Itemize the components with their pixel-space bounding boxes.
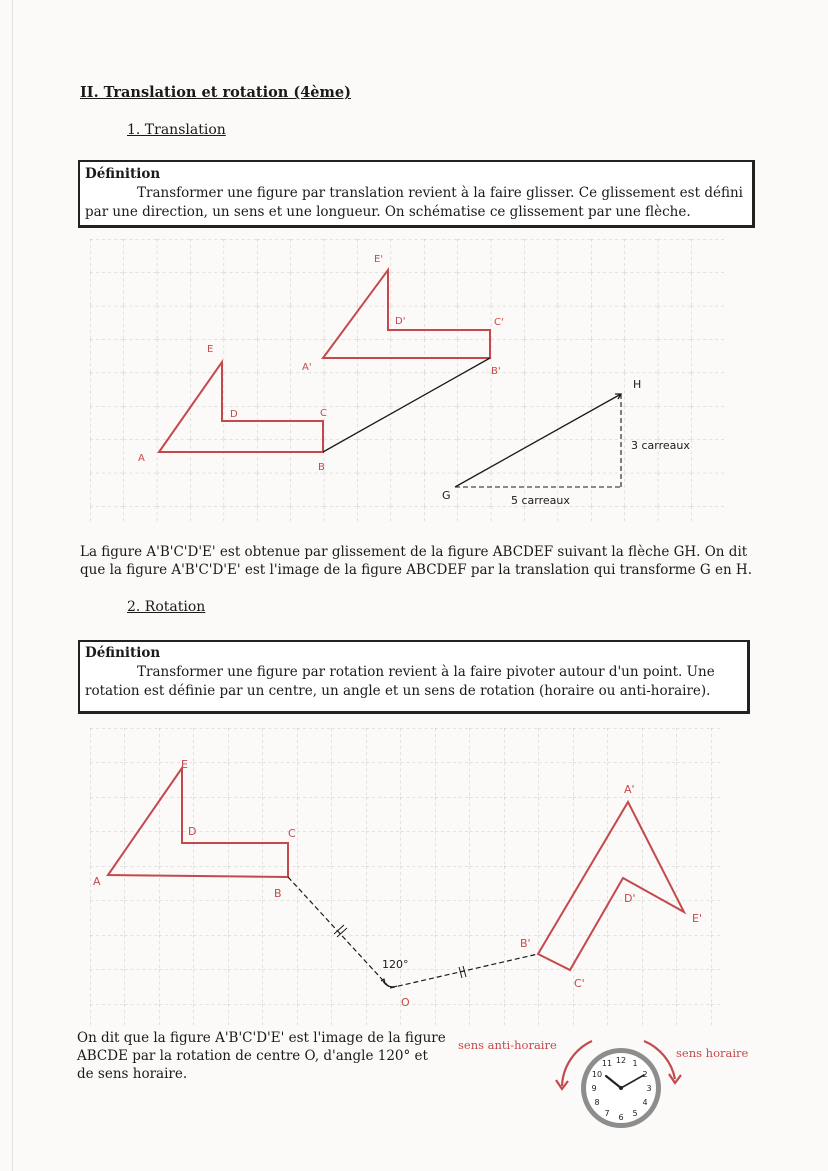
label-a-prime: A' [302, 362, 312, 373]
center-label-o: O [401, 996, 410, 1009]
label-c: C [320, 408, 327, 419]
translation-definition-text: Transformer une figure par translation revient à la faire glisser. Ce glissement est défini par une direction, un sens et une longueur. On schématise ce glissement par une flèche. [85, 185, 743, 220]
label-a: A [138, 453, 145, 464]
rotation-grid [90, 728, 722, 1028]
rot-label-a: A [93, 875, 101, 888]
translation-subtitle: 1. Translation [127, 122, 226, 138]
translation-definition-title: Définition [85, 166, 161, 182]
clock-number: 5 [632, 1109, 638, 1118]
clock-number: 3 [646, 1084, 652, 1093]
clock-center-pin [619, 1086, 623, 1090]
translation-explanation: La figure A'B'C'D'E' est obtenue par glissement de la figure ABCDEF suivant la flèche GH. On dit que la figure A'B'C'D'E' est l'image de la figure ABCDEF par la translation qui transforme G en H. [80, 544, 753, 578]
label-g: G [442, 489, 451, 502]
page-margin-line [12, 0, 13, 1171]
label-d: D [230, 409, 238, 420]
label-sens-horaire: sens horaire [676, 1046, 749, 1060]
clock-number: 11 [601, 1059, 613, 1068]
rotation-definition-text: Transformer une figure par rotation revient à la faire pivoter autour d'un point. Une rotation est définie par un centre, un angle et un sens de rotation (horaire ou anti-horaire). [85, 664, 715, 699]
rotation-definition-box [78, 640, 750, 714]
rot-label-c: C [288, 827, 296, 840]
label-e: E [207, 344, 214, 355]
rot-label-a-prime: A' [624, 783, 635, 796]
clock-number: 2 [642, 1070, 648, 1079]
label-b: B [318, 462, 325, 473]
clock-number: 10 [591, 1070, 603, 1079]
label-5-carreaux: 5 carreaux [511, 494, 570, 507]
section-title: II. Translation et rotation (4ème) [80, 84, 351, 101]
label-h: H [633, 378, 642, 391]
translation-definition-box [78, 160, 755, 228]
translation-figure [88, 232, 728, 527]
translation-grid [90, 239, 724, 522]
label-sens-anti-horaire: sens anti-horaire [458, 1038, 557, 1052]
label-3-carreaux: 3 carreaux [631, 439, 690, 452]
clock-number: 7 [604, 1109, 610, 1118]
rotation-figure [86, 722, 726, 1032]
rotation-definition-title: Définition [85, 645, 161, 661]
clock-number: 4 [642, 1098, 648, 1107]
rotation-explanation: On dit que la figure A'B'C'D'E' est l'image de la figure ABCDE par la rotation de centre O, d'angle 120° et de sens horaire. [77, 1030, 446, 1082]
label-d-prime: D' [395, 316, 406, 327]
rot-label-d: D [188, 825, 197, 838]
rotation-subtitle: 2. Rotation [127, 599, 206, 615]
clock-number: 1 [632, 1059, 638, 1068]
rot-label-e-prime: E' [692, 912, 702, 925]
clock-number: 9 [591, 1084, 597, 1093]
angle-label: 120° [382, 958, 409, 971]
rot-label-e: E [181, 758, 188, 771]
rot-label-b: B [274, 887, 282, 900]
label-c-prime: C' [494, 317, 504, 328]
label-b-prime: B' [491, 366, 501, 377]
rot-label-d-prime: D' [624, 892, 636, 905]
rot-label-c-prime: C' [574, 977, 585, 990]
clock-illustration [544, 1032, 694, 1132]
clock-number: 8 [594, 1098, 600, 1107]
rot-label-b-prime: B' [520, 937, 531, 950]
clock-number: 6 [618, 1113, 624, 1122]
label-e-prime: E' [374, 254, 384, 265]
clock-number: 12 [615, 1056, 627, 1065]
